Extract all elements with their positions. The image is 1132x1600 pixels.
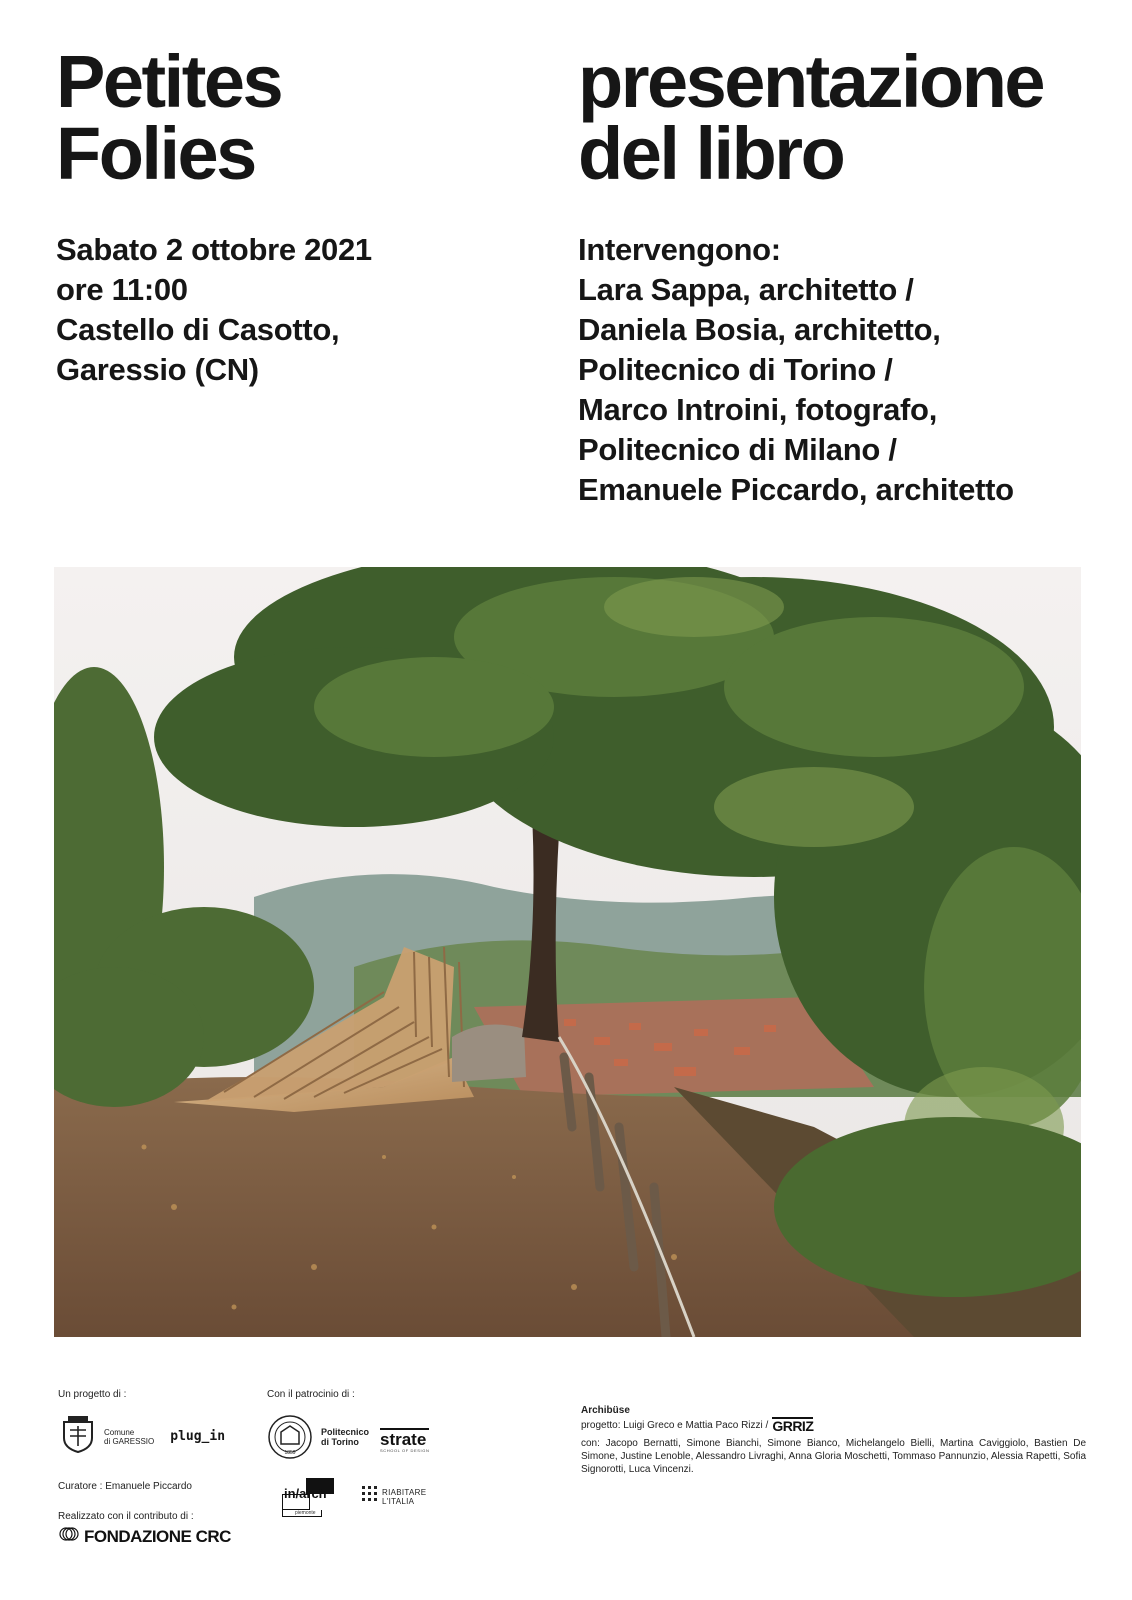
event-time: ore 11:00 — [56, 272, 188, 307]
speaker-line: Marco Introini, fotografo, — [578, 392, 938, 427]
book-title-line: Folies — [56, 112, 255, 195]
event-details — [56, 230, 372, 390]
comune-logo-text — [104, 1428, 154, 1446]
archibuse-title: Archibüse — [581, 1405, 630, 1416]
polito-logo-text — [321, 1427, 369, 1447]
inarch-logo-text: in/arch — [284, 1486, 327, 1501]
speaker-line: Lara Sappa, architetto / — [578, 272, 914, 307]
speaker-line: Politecnico di Torino / — [578, 352, 893, 387]
speakers-list — [578, 230, 1014, 510]
contribution-label: Realizzato con il contributo di : — [58, 1511, 194, 1522]
comune-line: Comune — [104, 1427, 135, 1437]
event-heading — [578, 40, 1044, 195]
event-town: Garessio (CN) — [56, 352, 259, 387]
inarch-logo — [282, 1478, 334, 1517]
inarch-mark — [282, 1478, 334, 1510]
polito-line: Politecnico — [321, 1427, 370, 1437]
hero-photo — [54, 567, 1081, 1337]
archibuse-credits — [581, 1404, 1086, 1476]
plugin-logo: plug_in — [170, 1429, 226, 1444]
event-venue: Castello di Casotto, — [56, 312, 340, 347]
fondazione-logo-text: FONDAZIONE CRC — [84, 1526, 231, 1546]
strate-subtitle: SCHOOL OF DESIGN — [380, 1448, 430, 1453]
riabitare-grid-icon — [362, 1486, 378, 1507]
riabitare-logo — [362, 1486, 426, 1507]
inarch-subtitle: piemonte — [282, 1510, 322, 1517]
project-logos — [60, 1414, 225, 1459]
event-heading-line: presentazione — [578, 40, 1044, 123]
event-date: Sabato 2 ottobre 2021 — [56, 232, 372, 267]
book-title-line: Petites — [56, 40, 282, 123]
riabitare-line: L'ITALIA — [382, 1496, 415, 1506]
strate-logo-text: strate — [380, 1428, 429, 1448]
riabitare-logo-text — [382, 1488, 426, 1506]
fondazione-rings-icon — [58, 1526, 80, 1547]
speaker-line: Emanuele Piccardo, architetto — [578, 472, 1014, 507]
archibuse-project-row — [581, 1417, 1086, 1433]
event-heading-line: del libro — [578, 112, 844, 195]
speaker-line: Politecnico di Milano / — [578, 432, 897, 467]
polito-line: di Torino — [321, 1437, 359, 1447]
comune-line: di GARESSIO — [104, 1436, 155, 1446]
polito-logo — [267, 1414, 369, 1460]
archibuse-project: progetto: Luigi Greco e Mattia Paco Rizzi / — [581, 1419, 769, 1431]
landscape-photo — [54, 567, 1081, 1337]
polito-seal-icon — [267, 1414, 313, 1460]
grriz-logo: GRRIZ — [772, 1418, 814, 1434]
polito-year: 1859 — [284, 1450, 296, 1456]
archibuse-collaborators: con: Jacopo Bernatti, Simone Bianchi, Simone Bianco, Michelangelo Bielli, Martina Caviggiolo, Bastien De Simone, Justine Lenoble, Alessandro Livraghi, Anna Gloria Moschetti, Tommaso Pannunzio, Alessia Rapetti, Sofia Signorotti, Luca Vincenzi. — [581, 1438, 1086, 1475]
strate-logo — [380, 1428, 429, 1453]
riabitare-line: RIABITARE — [382, 1487, 427, 1497]
speaker-line: Daniela Bosia, architetto, — [578, 312, 941, 347]
patronage-label: Con il patrocinio di : — [267, 1389, 355, 1400]
project-label: Un progetto di : — [58, 1389, 127, 1400]
book-title — [56, 40, 282, 195]
fondazione-crc-logo — [58, 1526, 231, 1547]
speakers-heading: Intervengono: — [578, 232, 781, 267]
curator-credit: Curatore : Emanuele Piccardo — [58, 1481, 192, 1492]
comune-crest-icon — [60, 1414, 96, 1459]
